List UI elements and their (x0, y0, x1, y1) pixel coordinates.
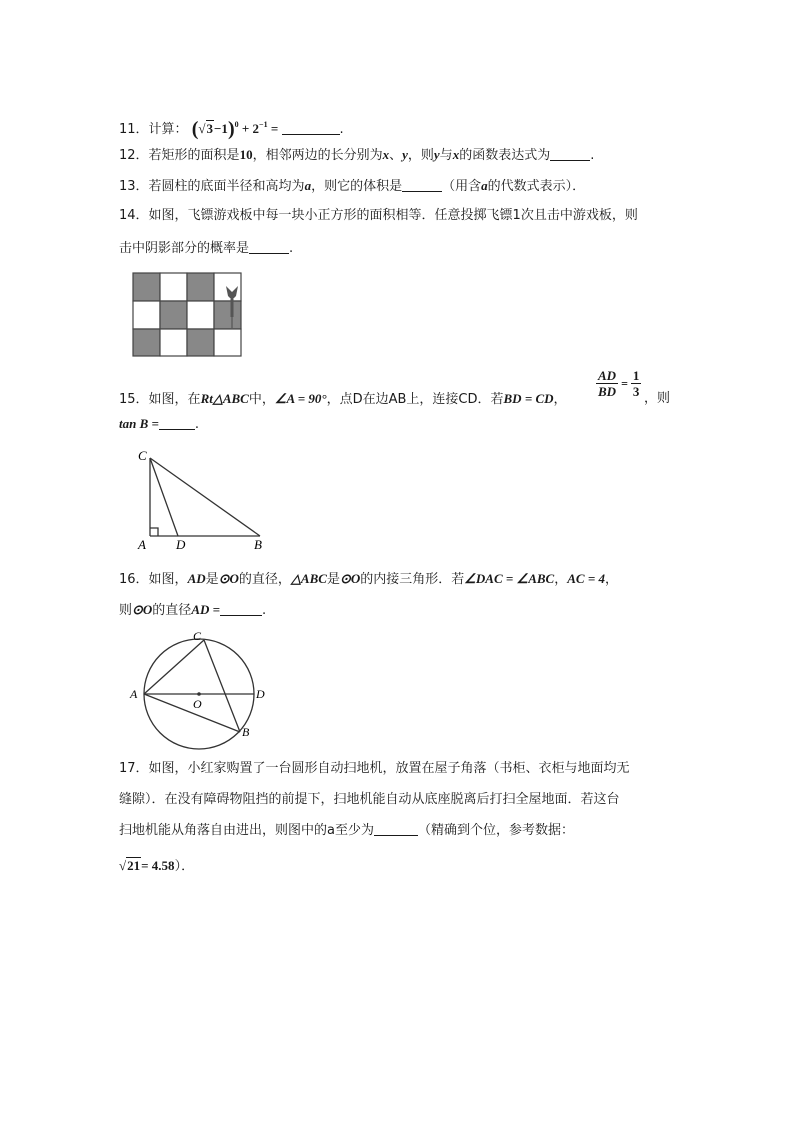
question-15-line2: tan B = . (119, 416, 200, 432)
question-14: 14．如图，飞镖游戏板中每一块小正方形的面积相等．任意投掷飞镖1次且击中游戏板，则 (119, 208, 638, 223)
answer-blank[interactable] (282, 121, 340, 135)
triangle-figure (134, 446, 274, 554)
label-b: B (254, 537, 262, 552)
answer-blank[interactable] (374, 822, 418, 836)
question-number: 12． (119, 148, 149, 163)
question-number: 17． (119, 761, 149, 776)
label-a: A (130, 687, 138, 701)
label-o: O (193, 697, 202, 711)
math-expression: $(√3-1)^0 + 2^{-1}$ = (191, 118, 279, 140)
question-15: 15．如图，在Rt△ABC中，∠A = 90°，点D在边AB上，连接CD．若BD = CD， (119, 391, 567, 407)
answer-blank[interactable] (550, 147, 590, 161)
question-14-line2: 击中阴影部分的概率是 . (119, 241, 294, 256)
label-d: D (256, 687, 265, 701)
question-number: 16． (119, 572, 149, 587)
answer-blank[interactable] (159, 416, 195, 430)
label-d: D (176, 537, 186, 552)
answer-blank[interactable] (220, 602, 262, 616)
dart-icon (222, 284, 242, 330)
question-15-tail: ，则 (644, 391, 671, 406)
label-c: C (138, 448, 147, 463)
question-17-line3: 扫地机能从角落自由进出，则图中的a至少为 （精确到个位，参考数据： (119, 823, 574, 838)
label-b: B (242, 725, 250, 739)
question-number: 14． (119, 208, 149, 223)
fraction: $\frac{AD}{BD}$ = $\frac{1}{3}$ (598, 368, 640, 399)
question-17-line2: 缝隙）．在没有障碍物阻挡的前提下，扫地机能自动从底座脱离后打扫全屋地面．若这台 (119, 792, 620, 807)
question-16-line2: 则⊙O的直径AD = . (119, 602, 267, 618)
question-number: 13． (119, 179, 149, 194)
question-11: 11．计算： $(√3-1)^0 + 2^{-1}$ = . (119, 118, 344, 140)
question-17: 17．如图，小红家购置了一台圆形自动扫地机，放置在屋子角落（书柜、衣柜与地面均无 (119, 761, 630, 776)
circle-figure (128, 628, 274, 754)
question-17-line4: √21= 4.58）． (119, 858, 195, 874)
label-c: C (193, 629, 202, 643)
label-a: A (138, 537, 146, 552)
answer-blank[interactable] (402, 178, 442, 192)
question-number: 11． (119, 122, 149, 137)
question-16: 16．如图，AD是⊙O的直径，△ABC是⊙O的内接三角形．若∠DAC = ∠ABC，AC = 4， (119, 571, 619, 587)
question-12: 12．若矩形的面积是10，相邻两边的长分别为x、y，则y与x的函数表达式为 . (119, 147, 595, 163)
question-13: 13．若圆柱的底面半径和高均为a，则它的体积是 （用含a的代数式表示）． (119, 178, 586, 194)
question-number: 15． (119, 392, 149, 407)
answer-blank[interactable] (249, 240, 289, 254)
